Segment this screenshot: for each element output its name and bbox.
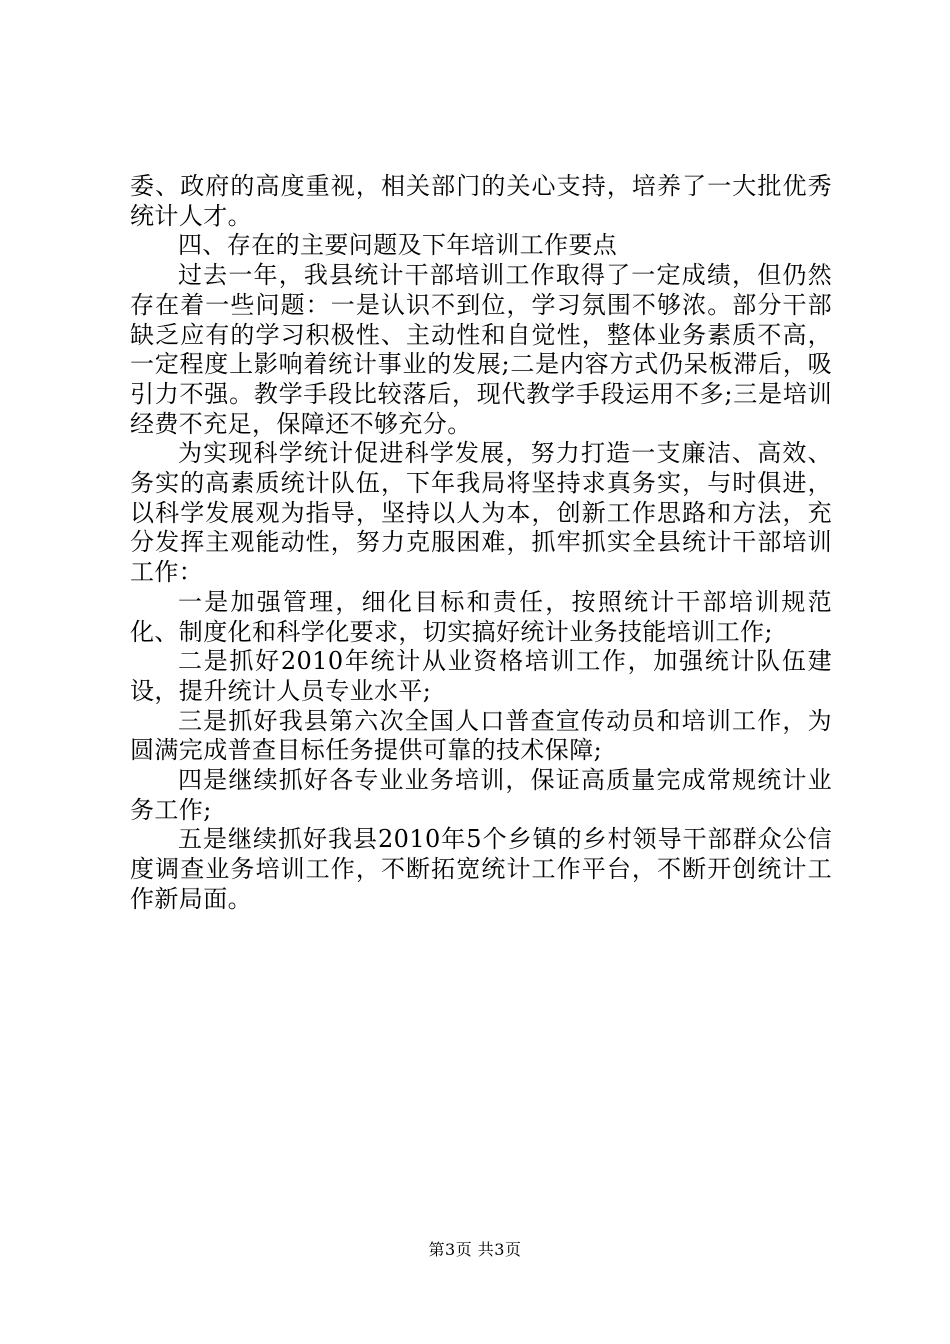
- paragraph-problems: 过去一年，我县统计干部培训工作取得了一定成绩，但仍然存在着一些问题：一是认识不到位，学习氛围不够浓。部分干部缺乏应有的学习积极性、主动性和自觉性，整体业务素质不高，一定程度上影响着统计事业的发展;二是内容方式仍呆板滞后，吸引力不强。教学手段比较落后，现代教学手段运用不多;三是培训经费不充足，保障还不够充分。: [130, 261, 832, 438]
- page-footer: [0, 1240, 950, 1260]
- document-body: [130, 172, 832, 915]
- plan-item-1: 一是加强管理，细化目标和责任，按照统计干部培训规范化、制度化和科学化要求，切实搞好统计业务技能培训工作;: [130, 587, 832, 646]
- paragraph-plan-intro: 为实现科学统计促进科学发展，努力打造一支廉洁、高效、务实的高素质统计队伍，下年我局将坚持求真务实，与时俱进，以科学发展观为指导，坚持以人为本，创新工作思路和方法，充分发挥主观能动性，努力克服困难，抓牢抓实全县统计干部培训工作：: [130, 439, 832, 587]
- section-heading: 四、存在的主要问题及下年培训工作要点: [178, 231, 618, 260]
- page-number-label: 第3页 共3页: [428, 1240, 522, 1259]
- plan-item-2: 二是抓好2010年统计从业资格培训工作，加强统计队伍建设，提升统计人员专业水平;: [130, 647, 832, 705]
- plan-item-4: 四是继续抓好各专业业务培训，保证高质量完成常规统计业务工作;: [130, 766, 832, 824]
- plan-item-5: 五是继续抓好我县2010年5个乡镇的乡村领导干部群众公信度调查业务培训工作，不断拓宽统计工作平台，不断开创统计工作新局面。: [130, 825, 832, 913]
- plan-item-3: 三是抓好我县第六次全国人口普查宣传动员和培训工作，为圆满完成普查目标任务提供可靠的技术保障;: [130, 706, 832, 765]
- paragraph-continuation: 委、政府的高度重视，相关部门的关心支持，培养了一大批优秀统计人才。: [130, 172, 832, 230]
